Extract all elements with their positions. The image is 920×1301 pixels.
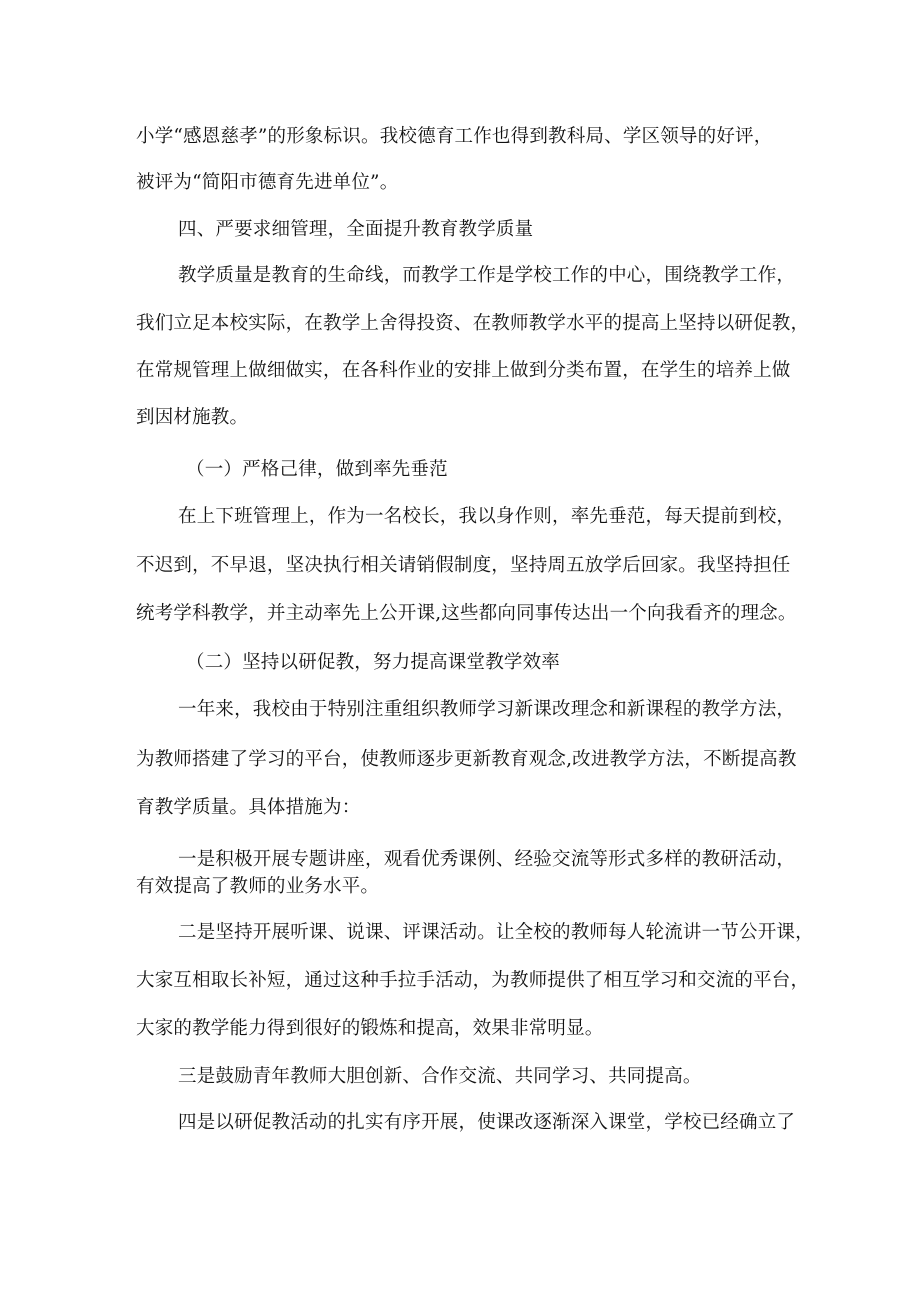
text-line: 到因材施教。 <box>136 407 249 428</box>
text-line: 被评为“简阳市德育先进单位”。 <box>136 172 399 193</box>
section-heading: 四、严要求细管理，全面提升教育教学质量 <box>178 219 534 240</box>
text-line: 为教师搭建了学习的平台，使教师逐步更新教育观念,改进教学方法，不断提高教 <box>136 749 797 770</box>
text-line: 一是积极开展专题讲座，观看优秀课例、经验交流等形式多样的教研活动， <box>178 849 796 870</box>
text-line: 大家的教学能力得到很好的锻炼和提高，效果非常明显。 <box>136 1018 604 1039</box>
subsection-heading: （二）坚持以研促教，努力提高课堂教学效率 <box>186 652 561 673</box>
text-line: 大家互相取长补短，通过这种手拉手活动，为教师提供了相互学习和交流的平台， <box>136 970 810 991</box>
text-line: 小学“感恩慈孝”的形象标识。我校德育工作也得到教科局、学区领导的好评， <box>136 126 773 147</box>
text-line: 四是以研促教活动的扎实有序开展，使课改逐渐深入课堂，学校已经确立了 <box>178 1112 796 1133</box>
text-line: 不迟到，不早退，坚决执行相关请销假制度，坚持周五放学后回家。我坚持担任 <box>136 555 791 576</box>
text-line: 在上下班管理上，作为一名校长，我以身作则，率先垂范，每天提前到校， <box>178 506 796 527</box>
text-line: 我们立足本校实际，在教学上舍得投资、在教师教学水平的提高上坚持以研促教， <box>136 313 810 334</box>
text-line: 有效提高了教师的业务水平。 <box>136 876 380 897</box>
text-line: 三是鼓励青年教师大胆创新、合作交流、共同学习、共同提高。 <box>178 1066 702 1087</box>
text-line: 一年来，我校由于特别注重组织教师学习新课改理念和新课程的教学方法， <box>178 699 796 720</box>
text-line: 在常规管理上做细做实，在各科作业的安排上做到分类布置，在学生的培养上做 <box>136 360 791 381</box>
text-line: 二是坚持开展听课、说课、评课活动。让全校的教师每人轮流讲一节公开课， <box>178 922 814 943</box>
text-line: 育教学质量。具体措施为： <box>136 797 361 818</box>
text-line: 教学质量是教育的生命线，而教学工作是学校工作的中心，围绕教学工作， <box>178 265 796 286</box>
subsection-heading: （一）严格己律，做到率先垂范 <box>186 459 448 480</box>
text-line: 统考学科教学，并主动率先上公开课,这些都向同事传达出一个向我看齐的理念。 <box>136 603 797 624</box>
